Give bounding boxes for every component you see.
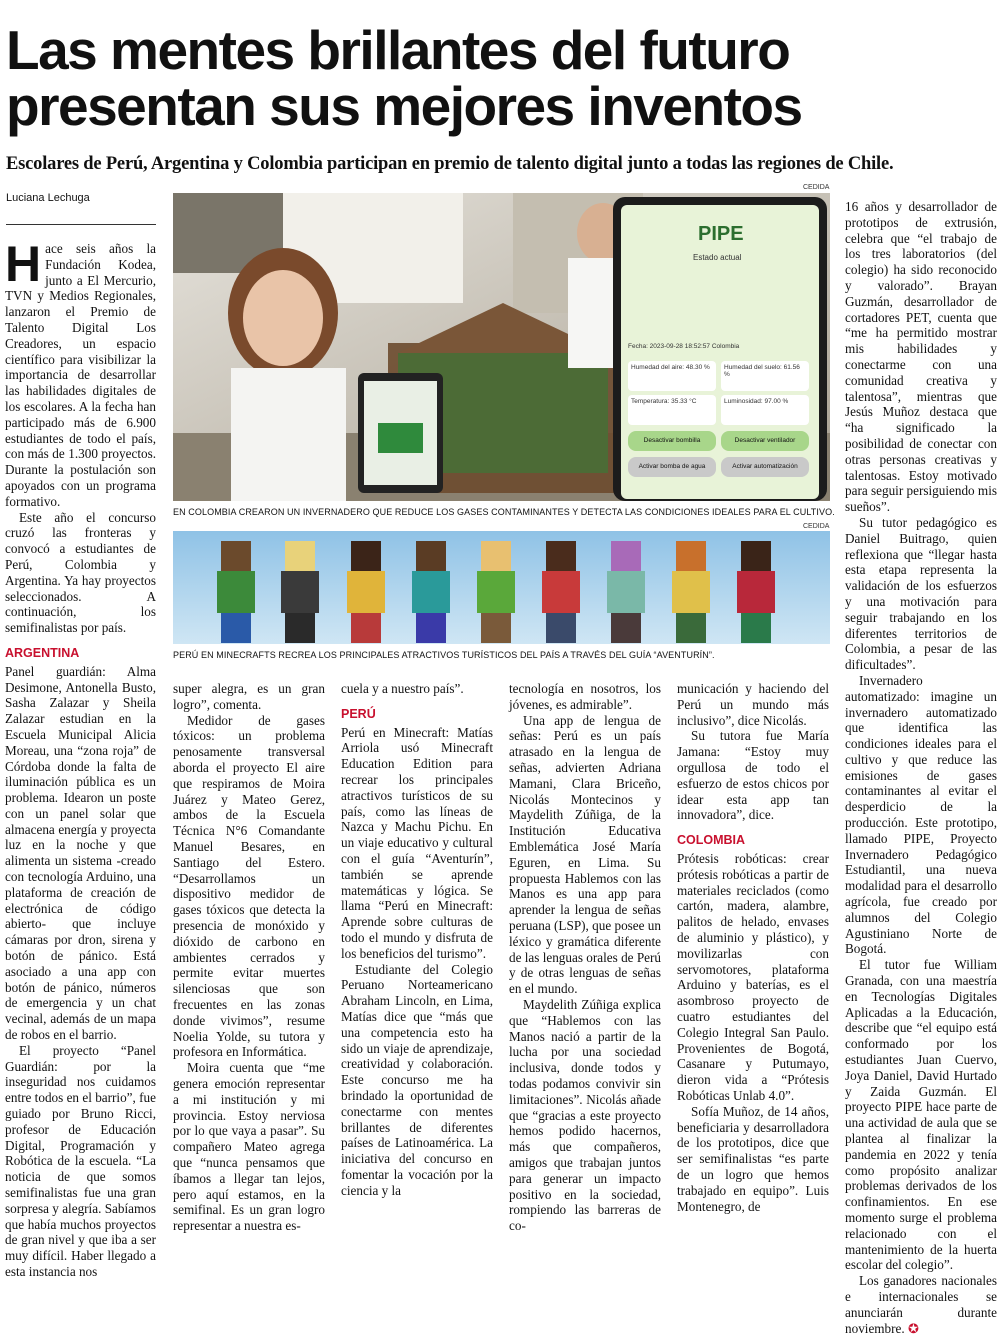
phone-soil-humidity: Humedad del suelo: 61.56 % — [721, 361, 809, 391]
section-heading-argentina: ARGENTINA — [5, 645, 80, 660]
article-column-5 — [677, 681, 829, 1214]
closing-text: Los ganadores nacionales e internacionales se anunciarán durante noviembre. — [845, 1273, 997, 1336]
article-paragraph: Perú en Minecraft: Matías Arriola usó Minecraft Education Edition para recrear los principales atractivos turísticos de su país, como las líneas de Nazca y Machu Pichu. En un viaje educativo y cultural con el guía “Aventurín”, también se aprende matemáticas y lógica. Se llama “Perú en Minecraft: Aprende sobre culturas de todo el mundo y disfruta de los beneficios del turismo”. — [341, 724, 493, 961]
byline: Luciana Lechuga — [6, 192, 90, 204]
phone-app-date: Fecha: 2023-09-28 18:52:57 Colombia — [628, 343, 740, 350]
photo-minecraft-image — [173, 531, 830, 644]
phone-btn-bulb: Desactivar bombilla — [628, 431, 716, 451]
article-paragraph: Invernadero automatizado: imagine un invernadero automatizado que identifica las condiciones ideales para el cultivo y que reduce las emisiones de gases contaminantes al evitar el desperdicio de la producción. Este prototipo, llamado PIPE, Proyecto Invernadero Pedagógico Estudiantil, una nueva modalidad para el desarrollo agrícola, fue creado por alumnos del Colegio Agustiniano Norte de Bogotá. — [845, 672, 997, 957]
article-column-3 — [341, 681, 493, 1199]
article-paragraph: 16 años y desarrollador de prototipos de extrusión, celebra que “el trabajo de los tres laboratorios (del colegio) ha sido reconocido y valorado”. Brayan Guzmán, desarrollador de cortadores PET, cuenta que “me ha permitido mostrar mis habilidades y conectarme con una comunidad creativa y talentosa”, mientras que Jesús Muñoz destaca que “ha significado la posibilidad de conectar con otras personas creativas y talentosas. Estoy motivado para seguir persiguiendo mis sueños”. — [845, 199, 997, 515]
photo1-credit: CEDIDA — [803, 184, 830, 191]
phone-app-status: Estado actual — [693, 253, 742, 262]
article-column-1 — [5, 236, 156, 1280]
phone-btn-pump: Activar bomba de agua — [628, 457, 716, 477]
article-paragraph: Este año el concurso cruzó las fronteras y convocó a estudiantes de Perú, Colombia y Argentina. Ya hay proyectos seleccionados. A continuación, los semifinalistas por país. — [5, 509, 156, 636]
phone-btn-fan: Desactivar ventilador — [721, 431, 809, 451]
article-paragraph: Estudiante del Colegio Peruano Norteamericano Abraham Lincoln, en Lima, Matías dice que “más que una competencia esto ha sido un viaje de aprendizaje, creatividad y colaboración. Este concurso me ha brindado la oportunidad de conectarme con mentes brillantes de diferentes países de Latinoamérica. La iniciativa del concurso en fomentar la vocación por la ciencia y la — [341, 961, 493, 1198]
article-paragraph: Una app de lengua de señas: Perú es un país atrasado en la lengua de señas, advierten Adriana Mamani, Clara Briceño, Nicolás Montecinos y Maydelith Zúñiga, de la Institución Educativa Emblemática José María Eguren, en Lima. Su propuesta Hablemos con las Manos es una app para aprender la lengua de señas peruana (LSP), que posee un léxico y gramática diferente de las lenguas orales de Perú y de otras lenguas de señas en el mundo. — [509, 712, 661, 997]
photo2-credit: CEDIDA — [803, 523, 830, 530]
photo2-caption: PERÚ EN MINECRAFTS RECREA LOS PRINCIPALES ATRACTIVOS TURÍSTICOS DEL PAÍS A TRAVÉS DEL GUÍA “AVENTURÍN”. — [173, 650, 715, 660]
section-heading-colombia: COLOMBIA — [677, 833, 746, 848]
subtitle: Escolares de Perú, Argentina y Colombia participan en premio de talento digital junto a todas las regiones de Chile. — [6, 154, 894, 174]
article-paragraph: Maydelith Zúñiga explica que “Hablemos con las Manos nació a partir de la lucha por una sociedad inclusiva, donde todos y todas podamos convivir sin limitaciones”. Nicolás añade que “gracias a este proyecto hemos podido hacernos, más que compañeros, amigos que trabajan juntos para generar un impacto positivo en la sociedad, rompiendo las barreras de co- — [509, 996, 661, 1234]
headline: Las mentes brillantes del futuro presentan sus mejores inventos — [6, 19, 802, 137]
end-mark-icon: ✪ — [908, 1320, 920, 1336]
phone-temperature: Temperatura: 35.33 °C — [628, 395, 716, 425]
phone-luminosity: Luminosidad: 97.00 % — [721, 395, 809, 425]
article-column-4 — [509, 681, 661, 1234]
section-heading-peru: PERÚ — [341, 706, 376, 721]
article-paragraph: Prótesis robóticas: crear prótesis robóticas a partir de materiales reciclados (como cartón, madera, alambre, palitos de helado, envases de aluminio y plástico), y movilizarlas con servomotores, plataforma Arduino y baterías, es el asombroso proyecto de cuatro estudiantes del Colegio Integral San Paulo. Provenientes de Bogotá, Casanare y Putumayo, dieron vida a “Prótesis Robóticas Unlab 4.0”. — [677, 850, 829, 1103]
phone-air-humidity: Humedad del aire: 48.30 % — [628, 361, 716, 391]
article-paragraph — [5, 236, 156, 510]
phone-app-name: PIPE — [698, 223, 744, 245]
article-column-6 — [845, 199, 997, 1336]
article-paragraph: super alegra, es un gran logro”, comenta. — [173, 681, 325, 712]
article-paragraph: Medidor de gases tóxicos: un problema penosamente transversal aborda el proyecto El aire que respiramos de Moira Juárez y Mateo Gerez, ambos de la Escuela Técnica N°6 Comandante Manuel Besares, en Santiago del Estero. “Desarrollamos un dispositivo medidor de gases tóxicos que detecta la presencia de monóxido y dióxido de carbono en ambientes cerrados y permite evitar muertes silenciosas que son frecuentes en las zonas donde vivimos”, resume Noelia Yolde, su tutora y profesora en Informática. — [173, 712, 325, 1060]
article-paragraph: tecnología en nosotros, los jóvenes, es admirable”. — [509, 681, 661, 712]
article-paragraph: municación y haciendo del Perú un mundo más inclusivo”, dice Nicolás. — [677, 681, 829, 728]
photo-greenhouse — [173, 193, 830, 501]
intro-text: ace seis años la Fundación Kodea, junto a El Mercurio, TVN y Medios Regionales, lanzaron el Premio de Talento Digital Los Creadores, un espacio científico para visibilizar la importancia de desarrollar las habilidades digitales de los escolares. A la fecha han participado más de 6.900 estudiantes de todo el país, con más de 1.300 proyectos. Durante la postulación son apoyados con un programa formativo. — [5, 241, 156, 509]
article-paragraph — [845, 1273, 997, 1336]
byline-rule — [6, 224, 156, 225]
article-paragraph: El tutor fue William Granada, con una maestría en Tecnologías Digitales Aplicadas a la Educación, describe que “el equipo está conformado por los estudiantes Juan Cuervo, Joya Daniel, David Hurtado y Zaida Guzmán. El proyecto PIPE hace parte de una actividad de aula que se plantea al finalizar la pandemia en 2022 y tenía como propósito analizar problemas derivados de los confinamientos. En ese momento surge el problema relacionado con el mantenimiento de la huerta escolar del colegio”. — [845, 957, 997, 1273]
article-paragraph: Panel guardián: Alma Desimone, Antonella Busto, Sasha Zalazar y Sheila Zalazar estudian en la Escuela Municipal Alicia Moreau, una “zona roja” de Córdoba donde la falta de iluminación pública es un problema. Idearon un poste con un panel solar que almacena energía y proyecta luz en la noche y que alimenta un sistema -creado con tecnología Arduino, una plataforma de creación de electrónica de código abierto- que incluye cámaras por dron, sirena y botón de pánico. Está asociado a una app con botón de pánico, números de emergencia y un chat vecinal, además de un mapa de robos en el barrio. — [5, 663, 156, 1043]
article-paragraph: Sofía Muñoz, de 14 años, beneficiaria y desarrolladora de los prototipos, dice que ser semifinalistas “es parte de un logro que hemos trabajado en equipo”. Luis Montenegro, de — [677, 1103, 829, 1214]
article-column-2 — [173, 681, 325, 1234]
dropcap: H — [5, 236, 42, 292]
photo1-caption: EN COLOMBIA CREARON UN INVERNADERO QUE REDUCE LOS GASES CONTAMINANTES Y DETECTA LAS CONDICIONES IDEALES PARA EL CULTIVO. — [173, 507, 835, 517]
article-paragraph: Su tutor pedagógico es Daniel Buitrago, quien reflexiona que “llegar hasta esta etapa representa la validación de los esfuerzos y una motivación para seguir trabajando en los diferentes territorios de Colombia, a pesar de las dificultades”. — [845, 514, 997, 673]
article-paragraph: Moira cuenta que “me genera emoción representar a mi institución y mi provincia. Estoy nerviosa por lo que vaya a pasar”. Su compañero Mateo agrega que “nunca pensamos que íbamos a llegar tan lejos, pero aquí estamos, en la semifinal. Es un gran logro representar a nuestra es- — [173, 1060, 325, 1234]
article-paragraph: cuela y a nuestro país”. — [341, 681, 464, 696]
article-paragraph: Su tutora fue María Jamana: “Estoy muy orgullosa de todo el esfuerzo de estos chicos por idear esta app tan innovadora”, dice. — [677, 728, 829, 823]
photo-minecraft — [173, 531, 830, 644]
phone-btn-auto: Activar automatización — [721, 457, 809, 477]
article-paragraph: El proyecto “Panel Guardián: por la inseguridad nos cuidamos entre todos en el barrio”, fue guiado por Bruno Ricci, profesor de Educación Digital, Programación y Robótica de la escuela. “La noticia de que somos semifinalistas fue una gran sorpresa y alegría. Sabíamos que había muchos proyectos de gran nivel y que iba a ser muy difícil. Haber llegado a esta instancia nos — [5, 1042, 156, 1279]
